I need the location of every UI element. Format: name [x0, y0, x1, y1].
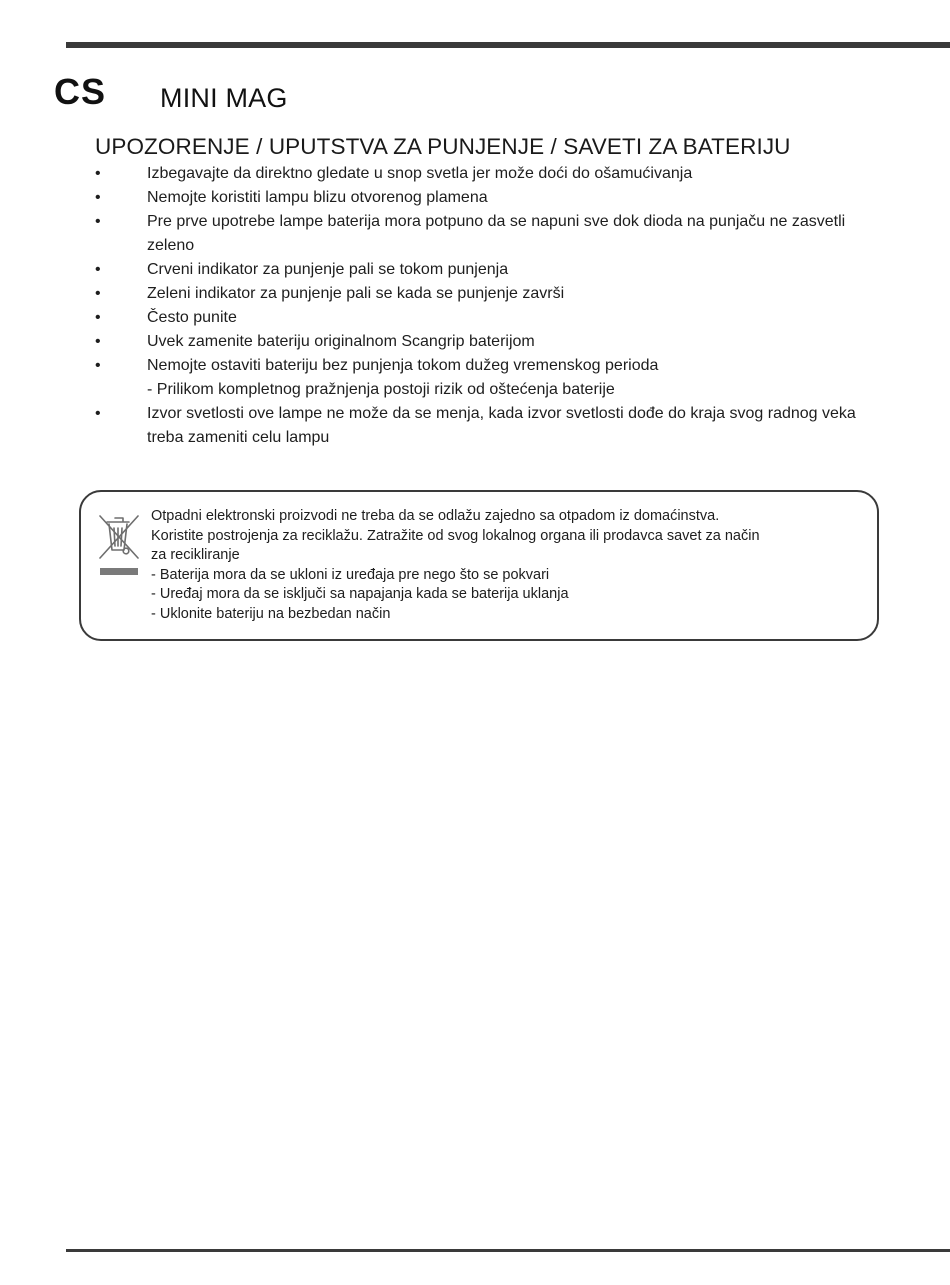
product-title: MINI MAG [160, 83, 288, 113]
list-item-text: Izbegavajte da direktno gledate u snop svetla jer može doći do ošamućivanja [147, 165, 693, 182]
warnings-list [95, 162, 895, 450]
list-item [95, 162, 895, 186]
list-item [95, 210, 895, 258]
bullet: • [95, 285, 101, 302]
bullet: • [95, 309, 101, 326]
disposal-line: - Uređaj mora da se isključi sa napajanja kada se baterija uklanja [151, 586, 569, 602]
disposal-line: Otpadni elektronski proizvodi ne treba da se odlažu zajedno sa otpadom iz domaćinstva. [151, 508, 720, 524]
disposal-line: - Uklonite bateriju na bezbedan način [151, 605, 391, 622]
list-item-text: Crveni indikator za punjenje pali se tokom punjenja [147, 261, 509, 278]
disposal-line: - Baterija mora da se ukloni iz uređaja pre nego što se pokvari [151, 566, 550, 583]
list-item-text: Zeleni indikator za punjenje pali se kada se punjenje završi [147, 285, 565, 302]
section-heading: UPOZORENJE / UPUTSTVA ZA PUNJENJE / SAVETI ZA BATERIJU [95, 134, 791, 159]
disposal-notice-text [151, 507, 856, 624]
disposal-line: za recikliranje [151, 547, 240, 563]
list-item-text: Izvor svetlosti ove lampe ne može da se menja, kada izvor svetlosti dođe do kraja svog radnog veka treba zameniti celu lampu [147, 405, 856, 446]
top-divider [66, 42, 950, 48]
weee-crossed-bin-icon [97, 512, 141, 580]
list-item [95, 354, 895, 402]
language-code: CS [54, 71, 107, 112]
disposal-line: Koristite postrojenja za reciklažu. Zatražite od svog lokalnog organa ili prodavca savet za način [151, 527, 760, 544]
list-item [95, 186, 895, 210]
bullet: • [95, 189, 101, 206]
bottom-divider [66, 1249, 950, 1252]
list-item [95, 282, 895, 306]
list-item [95, 330, 895, 354]
list-item [95, 258, 895, 282]
bullet: • [95, 261, 101, 278]
bullet: • [95, 213, 101, 230]
list-item-text: Nemojte ostaviti bateriju bez punjenja tokom dužeg vremenskog perioda [147, 357, 659, 374]
list-item-text: Pre prve upotrebe lampe baterija mora potpuno da se napuni sve dok dioda na punjaču ne zasvetli zeleno [147, 213, 846, 254]
list-item [95, 306, 895, 330]
list-item-note: - Prilikom kompletnog pražnjenja postoji rizik od oštećenja baterije [147, 381, 615, 398]
list-item-text: Često punite [147, 309, 237, 326]
list-item [95, 402, 895, 450]
bullet: • [95, 165, 101, 182]
list-item-text: Nemojte koristiti lampu blizu otvorenog plamena [147, 189, 488, 206]
bullet: • [95, 357, 101, 374]
bullet: • [95, 405, 101, 422]
bullet: • [95, 333, 101, 350]
list-item-text: Uvek zamenite bateriju originalnom Scangrip baterijom [147, 333, 535, 350]
